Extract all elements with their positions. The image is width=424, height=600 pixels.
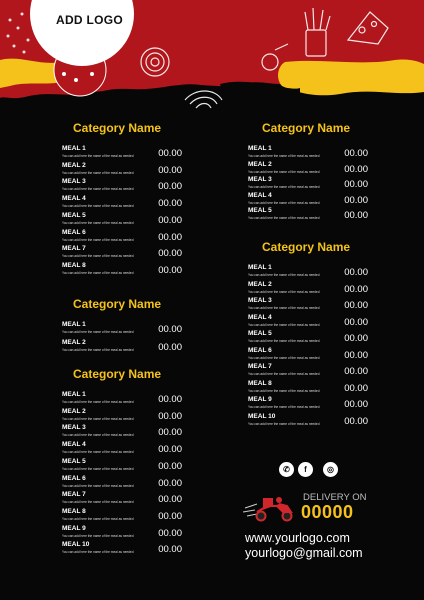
- meal-description: You can add here the name of the meal as needed: [62, 170, 134, 175]
- meal-row[interactable]: [248, 281, 368, 297]
- meal-price: 00.00: [344, 210, 368, 221]
- meal-row[interactable]: [62, 408, 182, 424]
- meal-price: 00.00: [344, 349, 368, 361]
- meal-price: 00.00: [158, 544, 182, 556]
- meal-price: 00.00: [158, 264, 182, 276]
- meal-price: 00.00: [344, 148, 368, 159]
- website-text[interactable]: www.yourlogo.com: [245, 531, 350, 545]
- meal-price: 00.00: [344, 163, 368, 175]
- meal-row[interactable]: [62, 145, 182, 161]
- meal-name: MEAL 3: [248, 297, 272, 304]
- meal-row[interactable]: [248, 207, 368, 223]
- meal-name: MEAL 4: [248, 191, 272, 199]
- meal-description: You can add here the name of the meal as needed: [62, 348, 134, 352]
- meal-description: You can add here the name of the meal as needed: [62, 416, 134, 421]
- meal-row[interactable]: [248, 145, 368, 161]
- instagram-icon[interactable]: ◎: [323, 462, 338, 477]
- meal-price: 00.00: [158, 231, 182, 243]
- facebook-icon[interactable]: f: [298, 462, 313, 477]
- meal-price: 00.00: [158, 198, 182, 210]
- meal-name: MEAL 8: [62, 507, 86, 515]
- meal-row[interactable]: [62, 508, 182, 524]
- meal-price: 00.00: [344, 316, 368, 328]
- meal-name: MEAL 2: [248, 160, 272, 168]
- meal-row[interactable]: [62, 195, 182, 211]
- meal-description: You can add here the name of the meal as needed: [248, 339, 320, 343]
- meal-description: You can add here the name of the meal as needed: [248, 372, 320, 376]
- meal-name: MEAL 3: [62, 178, 86, 186]
- meal-name: MEAL 2: [62, 407, 86, 415]
- meal-name: MEAL 1: [62, 321, 86, 328]
- meal-name: MEAL 1: [248, 264, 272, 271]
- whatsapp-icon[interactable]: ✆: [279, 462, 294, 477]
- meal-description: You can add here the name of the meal as needed: [62, 550, 134, 555]
- meal-row[interactable]: [62, 424, 182, 440]
- meal-row[interactable]: [248, 413, 368, 429]
- meal-description: You can add here the name of the meal as needed: [62, 220, 134, 225]
- meal-row[interactable]: [62, 491, 182, 507]
- meal-price: 00.00: [158, 527, 182, 539]
- meal-row[interactable]: [62, 162, 182, 178]
- meal-name: MEAL 8: [62, 261, 86, 269]
- meal-name: MEAL 2: [62, 161, 86, 169]
- meal-name: MEAL 5: [248, 207, 272, 214]
- email-text[interactable]: yourlogo@gmail.com: [245, 546, 363, 560]
- meal-name: MEAL 10: [62, 541, 90, 549]
- meal-price: 00.00: [158, 494, 182, 506]
- meal-description: You can add here the name of the meal as needed: [248, 322, 320, 327]
- meal-description: You can add here the name of the meal as needed: [248, 289, 320, 294]
- meal-name: MEAL 5: [62, 211, 86, 219]
- meal-row[interactable]: [62, 458, 182, 474]
- meal-description: You can add here the name of the meal as needed: [62, 154, 134, 158]
- meal-row[interactable]: [62, 525, 182, 541]
- meal-description: You can add here the name of the meal as needed: [62, 330, 134, 334]
- category-title: Category Name: [262, 240, 351, 254]
- meal-description: You can add here the name of the meal as needed: [62, 433, 134, 438]
- meal-price: 00.00: [158, 248, 182, 260]
- meal-price: 00.00: [158, 444, 182, 456]
- meal-description: You can add here the name of the meal as needed: [248, 405, 320, 409]
- meal-price: 00.00: [344, 366, 368, 377]
- meal-description: You can add here the name of the meal as needed: [248, 421, 320, 426]
- meal-name: MEAL 9: [248, 396, 272, 403]
- meal-description: You can add here the name of the meal as needed: [248, 169, 320, 174]
- meal-description: You can add here the name of the meal as needed: [62, 254, 134, 259]
- meal-name: MEAL 6: [248, 346, 272, 354]
- meal-description: You can add here the name of the meal as needed: [248, 388, 320, 393]
- category-title: Category Name: [73, 367, 162, 381]
- meal-name: MEAL 4: [248, 313, 272, 321]
- delivery-number[interactable]: 00000: [301, 502, 354, 522]
- meal-description: You can add here the name of the meal as needed: [248, 185, 320, 189]
- meal-price: 00.00: [344, 399, 368, 410]
- meal-price: 00.00: [158, 342, 182, 353]
- meal-name: MEAL 7: [62, 245, 86, 253]
- meal-row[interactable]: [62, 262, 182, 278]
- meal-price: 00.00: [158, 510, 182, 522]
- meal-name: MEAL 3: [248, 176, 272, 183]
- meal-price: 00.00: [158, 394, 182, 405]
- meal-price: 00.00: [344, 179, 368, 190]
- meal-name: MEAL 7: [62, 491, 86, 499]
- meal-name: MEAL 5: [248, 330, 272, 337]
- meal-price: 00.00: [344, 267, 368, 278]
- meal-row[interactable]: [62, 229, 182, 245]
- delivery-scooter-icon: [243, 494, 297, 522]
- meal-row[interactable]: [62, 245, 182, 261]
- meal-name: MEAL 1: [62, 145, 86, 152]
- meal-description: You can add here the name of the meal as needed: [248, 273, 320, 277]
- meal-name: MEAL 4: [62, 195, 86, 203]
- meal-row[interactable]: [248, 192, 368, 208]
- meal-description: You can add here the name of the meal as needed: [62, 400, 134, 404]
- meal-description: You can add here the name of the meal as needed: [62, 204, 134, 209]
- meal-price: 00.00: [344, 283, 368, 295]
- meal-name: MEAL 6: [62, 228, 86, 236]
- meal-price: 00.00: [344, 382, 368, 394]
- meal-price: 00.00: [158, 164, 182, 176]
- meal-name: MEAL 10: [248, 412, 276, 420]
- meal-name: MEAL 2: [62, 339, 86, 346]
- meal-price: 00.00: [344, 333, 368, 344]
- meal-description: You can add here the name of the meal as needed: [62, 483, 134, 488]
- meal-row[interactable]: [62, 441, 182, 457]
- meal-name: MEAL 7: [248, 363, 272, 370]
- meal-description: You can add here the name of the meal as needed: [62, 500, 134, 505]
- meal-row[interactable]: [62, 339, 182, 355]
- meal-description: You can add here the name of the meal as needed: [248, 154, 320, 158]
- meal-description: You can add here the name of the meal as needed: [248, 306, 320, 310]
- meal-description: You can add here the name of the meal as needed: [248, 200, 320, 205]
- meal-price: 00.00: [344, 194, 368, 206]
- meal-description: You can add here the name of the meal as needed: [62, 450, 134, 455]
- meal-name: MEAL 2: [248, 280, 272, 288]
- meal-price: 00.00: [158, 148, 182, 159]
- meal-name: MEAL 5: [62, 457, 86, 465]
- meal-description: You can add here the name of the meal as needed: [248, 216, 320, 220]
- meal-row[interactable]: [248, 330, 368, 346]
- meal-row[interactable]: [248, 380, 368, 396]
- add-logo-label: ADD LOGO: [56, 13, 124, 27]
- meal-row[interactable]: [248, 347, 368, 363]
- meal-description: You can add here the name of the meal as needed: [62, 466, 134, 471]
- category-title: Category Name: [262, 121, 351, 135]
- meal-name: MEAL 9: [62, 524, 86, 532]
- meal-price: 00.00: [158, 410, 182, 422]
- meal-price: 00.00: [158, 477, 182, 489]
- meal-row[interactable]: [62, 391, 182, 407]
- category-title: Category Name: [73, 297, 162, 311]
- meal-price: 00.00: [158, 214, 182, 226]
- meal-row[interactable]: [248, 314, 368, 330]
- meal-row[interactable]: [248, 363, 368, 379]
- meal-description: You can add here the name of the meal as needed: [62, 516, 134, 521]
- category-title: Category Name: [73, 121, 162, 135]
- meal-price: 00.00: [158, 181, 182, 193]
- meal-row[interactable]: [62, 212, 182, 228]
- meal-price: 00.00: [158, 427, 182, 439]
- meal-description: You can add here the name of the meal as needed: [62, 270, 134, 275]
- meal-row[interactable]: [62, 321, 182, 337]
- delivery-label: DELIVERY ON: [303, 492, 367, 503]
- meal-row[interactable]: [248, 264, 368, 280]
- meal-price: 00.00: [344, 300, 368, 311]
- meal-price: 00.00: [344, 415, 368, 427]
- meal-name: MEAL 6: [62, 474, 86, 482]
- meal-description: You can add here the name of the meal as needed: [62, 237, 134, 242]
- meal-name: MEAL 1: [248, 145, 272, 152]
- meal-name: MEAL 1: [62, 391, 86, 398]
- meal-price: 00.00: [158, 460, 182, 472]
- meal-description: You can add here the name of the meal as needed: [62, 533, 134, 538]
- meal-name: MEAL 4: [62, 441, 86, 449]
- meal-row[interactable]: [248, 161, 368, 177]
- meal-price: 00.00: [158, 324, 182, 335]
- meal-row[interactable]: [62, 475, 182, 491]
- meal-row[interactable]: [62, 541, 182, 557]
- meal-description: You can add here the name of the meal as needed: [62, 187, 134, 192]
- meal-description: You can add here the name of the meal as needed: [248, 355, 320, 360]
- meal-row[interactable]: [62, 178, 182, 194]
- meal-row[interactable]: [248, 176, 368, 192]
- meal-row[interactable]: [248, 297, 368, 313]
- meal-name: MEAL 3: [62, 424, 86, 432]
- meal-row[interactable]: [248, 396, 368, 412]
- meal-name: MEAL 8: [248, 379, 272, 387]
